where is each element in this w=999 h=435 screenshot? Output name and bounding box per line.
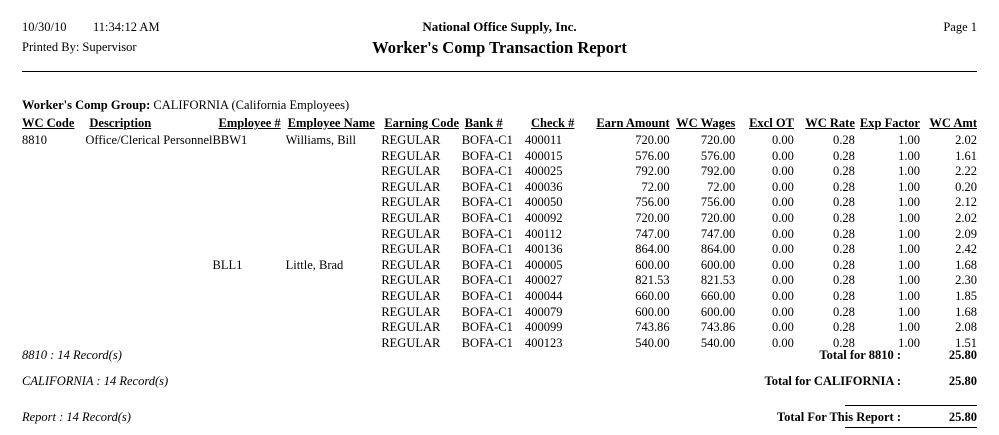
cell-employee-name bbox=[286, 320, 382, 336]
cell-earn-amount: 864.00 bbox=[635, 242, 670, 257]
cell-earning-code: REGULAR bbox=[381, 304, 441, 319]
col-exp-factor: Exp Factor bbox=[859, 116, 920, 130]
cell-wc-code bbox=[22, 164, 85, 180]
cell-check: 400015 bbox=[524, 148, 563, 163]
cell-wc-rate: 0.28 bbox=[833, 179, 855, 194]
cell-earning-code: REGULAR bbox=[381, 320, 441, 335]
cell-wc-code bbox=[22, 273, 85, 289]
cell-check: 400112 bbox=[524, 226, 563, 241]
cell-earn-amount: 72.00 bbox=[641, 179, 670, 194]
cell-employee-name bbox=[286, 289, 382, 305]
col-wc-rate: WC Rate bbox=[805, 116, 855, 130]
table-row bbox=[22, 180, 977, 196]
group-label: Worker's Comp Group: bbox=[22, 98, 151, 112]
cell-earn-amount: 720.00 bbox=[635, 210, 670, 225]
cell-wc-amt: 2.02 bbox=[955, 210, 977, 225]
cell-wc-amt: 2.22 bbox=[955, 164, 977, 179]
cell-wc-wages: 576.00 bbox=[700, 148, 736, 163]
table-row bbox=[22, 258, 977, 274]
cell-earning-code: REGULAR bbox=[381, 210, 441, 225]
group-total-value: 25.80 bbox=[948, 374, 977, 388]
cell-wc-amt: 2.02 bbox=[955, 133, 977, 147]
col-wc-code: WC Code bbox=[22, 116, 75, 130]
totals-row-code bbox=[22, 348, 977, 374]
table-row bbox=[22, 242, 977, 258]
cell-wc-code: 8810 bbox=[22, 133, 47, 147]
cell-excl-ot: 0.00 bbox=[772, 335, 794, 350]
cell-earn-amount: 756.00 bbox=[635, 195, 670, 210]
cell-earning-code: REGULAR bbox=[381, 288, 441, 303]
cell-exp-factor: 1.00 bbox=[898, 226, 920, 241]
cell-employee-num bbox=[213, 195, 286, 211]
cell-earn-amount: 600.00 bbox=[635, 257, 670, 272]
cell-check: 400050 bbox=[524, 195, 563, 210]
cell-check: 400036 bbox=[524, 179, 563, 194]
table-row bbox=[22, 227, 977, 243]
cell-earn-amount: 821.53 bbox=[635, 273, 670, 288]
cell-excl-ot: 0.00 bbox=[772, 273, 794, 288]
cell-employee-name bbox=[286, 164, 382, 180]
cell-exp-factor: 1.00 bbox=[898, 148, 920, 163]
cell-wc-code bbox=[22, 305, 85, 321]
cell-earning-code: REGULAR bbox=[381, 195, 441, 210]
cell-exp-factor: 1.00 bbox=[898, 195, 920, 210]
cell-wc-amt: 2.12 bbox=[955, 195, 977, 210]
cell-earn-amount: 747.00 bbox=[635, 226, 670, 241]
cell-description bbox=[85, 242, 212, 258]
report-total-value: 25.80 bbox=[948, 410, 977, 424]
cell-earning-code: REGULAR bbox=[381, 164, 441, 179]
cell-wc-amt: 0.20 bbox=[955, 179, 977, 194]
cell-wc-wages: 600.00 bbox=[700, 257, 736, 272]
cell-employee-name bbox=[286, 305, 382, 321]
table-row bbox=[22, 195, 977, 211]
cell-employee-num: BBW1 bbox=[212, 133, 248, 147]
totals-row-report bbox=[22, 408, 977, 434]
cell-earning-code: REGULAR bbox=[381, 226, 441, 241]
cell-bank: BOFA-C1 bbox=[461, 288, 513, 303]
cell-wc-amt: 1.61 bbox=[955, 148, 977, 163]
report-time: 11:34:12 AM bbox=[93, 20, 160, 34]
group-value: CALIFORNIA (California Employees) bbox=[153, 98, 350, 112]
cell-check: 400005 bbox=[524, 257, 563, 272]
cell-description bbox=[85, 164, 212, 180]
cell-employee-num bbox=[213, 164, 286, 180]
cell-wc-amt: 2.08 bbox=[955, 320, 977, 335]
cell-employee-name bbox=[286, 273, 382, 289]
cell-wc-rate: 0.28 bbox=[833, 210, 855, 225]
col-bank: Bank # bbox=[464, 116, 503, 130]
cell-excl-ot: 0.00 bbox=[772, 179, 794, 194]
cell-check: 400025 bbox=[524, 164, 563, 179]
cell-exp-factor: 1.00 bbox=[898, 242, 920, 257]
cell-wc-rate: 0.28 bbox=[833, 257, 855, 272]
cell-exp-factor: 1.00 bbox=[898, 320, 920, 335]
cell-check: 400027 bbox=[524, 273, 563, 288]
cell-wc-amt: 1.68 bbox=[955, 304, 977, 319]
cell-exp-factor: 1.00 bbox=[898, 257, 920, 272]
cell-wc-rate: 0.28 bbox=[833, 133, 855, 147]
cell-excl-ot: 0.00 bbox=[772, 195, 794, 210]
cell-earning-code: REGULAR bbox=[381, 179, 441, 194]
table-row bbox=[22, 289, 977, 305]
cell-wc-amt: 1.85 bbox=[955, 288, 977, 303]
cell-earn-amount: 660.00 bbox=[635, 288, 670, 303]
cell-employee-name bbox=[286, 242, 382, 258]
cell-earn-amount: 540.00 bbox=[635, 335, 670, 350]
cell-wc-rate: 0.28 bbox=[833, 242, 855, 257]
code-total-value: 25.80 bbox=[948, 348, 977, 362]
cell-wc-wages: 792.00 bbox=[700, 164, 736, 179]
cell-earning-code: REGULAR bbox=[381, 242, 441, 257]
cell-wc-amt: 2.42 bbox=[955, 242, 977, 257]
cell-wc-rate: 0.28 bbox=[833, 273, 855, 288]
cell-wc-wages: 864.00 bbox=[700, 242, 736, 257]
cell-description bbox=[85, 180, 212, 196]
cell-exp-factor: 1.00 bbox=[898, 273, 920, 288]
cell-wc-code bbox=[22, 180, 85, 196]
cell-exp-factor: 1.00 bbox=[898, 133, 920, 147]
cell-employee-num bbox=[213, 289, 286, 305]
grand-total-rule-top bbox=[845, 405, 977, 406]
cell-employee-name: Little, Brad bbox=[285, 257, 344, 272]
cell-wc-wages: 72.00 bbox=[707, 179, 736, 194]
cell-bank: BOFA-C1 bbox=[461, 226, 513, 241]
group-heading bbox=[22, 98, 349, 113]
cell-excl-ot: 0.00 bbox=[772, 148, 794, 163]
cell-wc-wages: 540.00 bbox=[700, 335, 736, 350]
cell-earn-amount: 600.00 bbox=[635, 304, 670, 319]
table-row bbox=[22, 164, 977, 180]
cell-description bbox=[85, 195, 212, 211]
table-row bbox=[22, 211, 977, 227]
cell-check: 400099 bbox=[524, 320, 563, 335]
cell-earning-code: REGULAR bbox=[381, 273, 441, 288]
cell-excl-ot: 0.00 bbox=[772, 320, 794, 335]
col-description: Description bbox=[89, 116, 152, 130]
cell-employee-num bbox=[213, 149, 286, 165]
cell-description bbox=[85, 320, 212, 336]
cell-check: 400123 bbox=[524, 335, 563, 350]
cell-bank: BOFA-C1 bbox=[461, 242, 513, 257]
cell-wc-code bbox=[22, 320, 85, 336]
report-total-label: Total For This Report : bbox=[776, 410, 901, 424]
cell-excl-ot: 0.00 bbox=[772, 164, 794, 179]
cell-wc-rate: 0.28 bbox=[833, 164, 855, 179]
cell-wc-wages: 743.86 bbox=[700, 320, 736, 335]
cell-check: 400136 bbox=[524, 242, 563, 257]
cell-earning-code: REGULAR bbox=[381, 148, 441, 163]
page-title: Worker's Comp Transaction Report bbox=[372, 38, 627, 57]
cell-wc-rate: 0.28 bbox=[833, 335, 855, 350]
cell-description bbox=[85, 258, 212, 274]
cell-bank: BOFA-C1 bbox=[461, 179, 513, 194]
cell-employee-num bbox=[213, 320, 286, 336]
cell-bank: BOFA-C1 bbox=[461, 257, 513, 272]
cell-wc-rate: 0.28 bbox=[833, 304, 855, 319]
totals-row-group bbox=[22, 374, 977, 400]
code-total-label: Total for 8810 : bbox=[819, 348, 901, 362]
totals-section bbox=[22, 348, 977, 434]
report-record-count: Report : 14 Record(s) bbox=[22, 410, 131, 424]
cell-description: Office/Clerical Personnel bbox=[85, 133, 213, 147]
cell-excl-ot: 0.00 bbox=[772, 304, 794, 319]
cell-wc-amt: 1.68 bbox=[955, 257, 977, 272]
table-header-row bbox=[22, 116, 977, 133]
cell-bank: BOFA-C1 bbox=[461, 273, 513, 288]
cell-employee-name: Williams, Bill bbox=[285, 133, 357, 147]
col-earning-code: Earning Code bbox=[384, 116, 459, 130]
cell-wc-wages: 756.00 bbox=[700, 195, 736, 210]
col-wc-amt: WC Amt bbox=[929, 116, 977, 130]
cell-wc-wages: 747.00 bbox=[700, 226, 736, 241]
cell-wc-rate: 0.28 bbox=[833, 195, 855, 210]
cell-earning-code: REGULAR bbox=[381, 335, 441, 350]
cell-exp-factor: 1.00 bbox=[898, 210, 920, 225]
cell-earn-amount: 743.86 bbox=[635, 320, 670, 335]
cell-excl-ot: 0.00 bbox=[772, 210, 794, 225]
cell-description bbox=[85, 305, 212, 321]
cell-wc-code bbox=[22, 211, 85, 227]
cell-employee-num bbox=[213, 211, 286, 227]
cell-wc-amt: 2.30 bbox=[955, 273, 977, 288]
printed-by: Printed By: Supervisor bbox=[22, 40, 137, 54]
col-excl-ot: Excl OT bbox=[749, 116, 794, 130]
cell-description bbox=[85, 227, 212, 243]
cell-employee-name bbox=[286, 149, 382, 165]
cell-bank: BOFA-C1 bbox=[461, 320, 513, 335]
group-record-count: CALIFORNIA : 14 Record(s) bbox=[22, 374, 169, 388]
cell-employee-num bbox=[213, 242, 286, 258]
report-header bbox=[0, 0, 999, 62]
header-divider bbox=[22, 71, 977, 72]
cell-employee-name bbox=[286, 195, 382, 211]
table-row bbox=[22, 273, 977, 289]
cell-wc-wages: 720.00 bbox=[700, 133, 736, 147]
cell-exp-factor: 1.00 bbox=[898, 335, 920, 350]
cell-earning-code: REGULAR bbox=[381, 257, 441, 272]
col-wc-wages: WC Wages bbox=[676, 116, 736, 130]
cell-earning-code: REGULAR bbox=[381, 133, 441, 147]
cell-bank: BOFA-C1 bbox=[461, 148, 513, 163]
cell-wc-rate: 0.28 bbox=[833, 226, 855, 241]
page-number: Page 1 bbox=[943, 20, 977, 34]
cell-wc-wages: 720.00 bbox=[700, 210, 736, 225]
cell-bank: BOFA-C1 bbox=[461, 335, 513, 350]
code-record-count: 8810 : 14 Record(s) bbox=[22, 348, 122, 362]
cell-description bbox=[85, 273, 212, 289]
col-employee-number: Employee # bbox=[218, 116, 281, 130]
table-row bbox=[22, 320, 977, 336]
cell-wc-wages: 600.00 bbox=[700, 304, 736, 319]
transaction-table bbox=[22, 116, 977, 351]
cell-wc-wages: 821.53 bbox=[700, 273, 736, 288]
col-check: Check # bbox=[530, 116, 575, 130]
col-employee-name: Employee Name bbox=[287, 116, 375, 130]
cell-excl-ot: 0.00 bbox=[772, 242, 794, 257]
cell-description bbox=[85, 149, 212, 165]
cell-exp-factor: 1.00 bbox=[898, 179, 920, 194]
cell-employee-name bbox=[286, 180, 382, 196]
table-row bbox=[22, 305, 977, 321]
cell-wc-amt: 1.51 bbox=[955, 335, 977, 350]
cell-wc-code bbox=[22, 149, 85, 165]
col-earn-amount: Earn Amount bbox=[596, 116, 670, 130]
cell-check: 400044 bbox=[524, 288, 563, 303]
cell-excl-ot: 0.00 bbox=[772, 257, 794, 272]
table-row bbox=[22, 133, 977, 149]
cell-wc-rate: 0.28 bbox=[833, 148, 855, 163]
cell-wc-rate: 0.28 bbox=[833, 320, 855, 335]
cell-employee-num bbox=[213, 305, 286, 321]
cell-employee-name bbox=[286, 227, 382, 243]
grand-total-rule-bottom bbox=[845, 427, 977, 428]
cell-excl-ot: 0.00 bbox=[772, 288, 794, 303]
cell-wc-code bbox=[22, 289, 85, 305]
cell-earn-amount: 792.00 bbox=[635, 164, 670, 179]
cell-exp-factor: 1.00 bbox=[898, 288, 920, 303]
cell-employee-num bbox=[213, 180, 286, 196]
cell-earn-amount: 720.00 bbox=[635, 133, 670, 147]
table-body bbox=[22, 133, 977, 351]
cell-employee-num: BLL1 bbox=[212, 257, 243, 272]
cell-earn-amount: 576.00 bbox=[635, 148, 670, 163]
cell-excl-ot: 0.00 bbox=[772, 226, 794, 241]
cell-wc-code bbox=[22, 227, 85, 243]
cell-wc-code bbox=[22, 258, 85, 274]
cell-bank: BOFA-C1 bbox=[461, 133, 513, 147]
company-name: National Office Supply, Inc. bbox=[422, 19, 577, 34]
cell-wc-code bbox=[22, 195, 85, 211]
cell-bank: BOFA-C1 bbox=[461, 164, 513, 179]
cell-bank: BOFA-C1 bbox=[461, 210, 513, 225]
cell-bank: BOFA-C1 bbox=[461, 304, 513, 319]
cell-check: 400011 bbox=[524, 133, 563, 147]
group-total-label: Total for CALIFORNIA : bbox=[764, 374, 901, 388]
cell-check: 400079 bbox=[524, 304, 563, 319]
cell-employee-num bbox=[213, 227, 286, 243]
table-row bbox=[22, 149, 977, 165]
cell-excl-ot: 0.00 bbox=[772, 133, 794, 147]
cell-check: 400092 bbox=[524, 210, 563, 225]
cell-wc-wages: 660.00 bbox=[700, 288, 736, 303]
cell-wc-rate: 0.28 bbox=[833, 288, 855, 303]
cell-employee-name bbox=[286, 211, 382, 227]
cell-exp-factor: 1.00 bbox=[898, 164, 920, 179]
cell-description bbox=[85, 211, 212, 227]
cell-exp-factor: 1.00 bbox=[898, 304, 920, 319]
report-date: 10/30/10 bbox=[22, 20, 67, 34]
cell-description bbox=[85, 289, 212, 305]
cell-employee-num bbox=[213, 273, 286, 289]
cell-wc-code bbox=[22, 242, 85, 258]
cell-bank: BOFA-C1 bbox=[461, 195, 513, 210]
cell-wc-amt: 2.09 bbox=[955, 226, 977, 241]
